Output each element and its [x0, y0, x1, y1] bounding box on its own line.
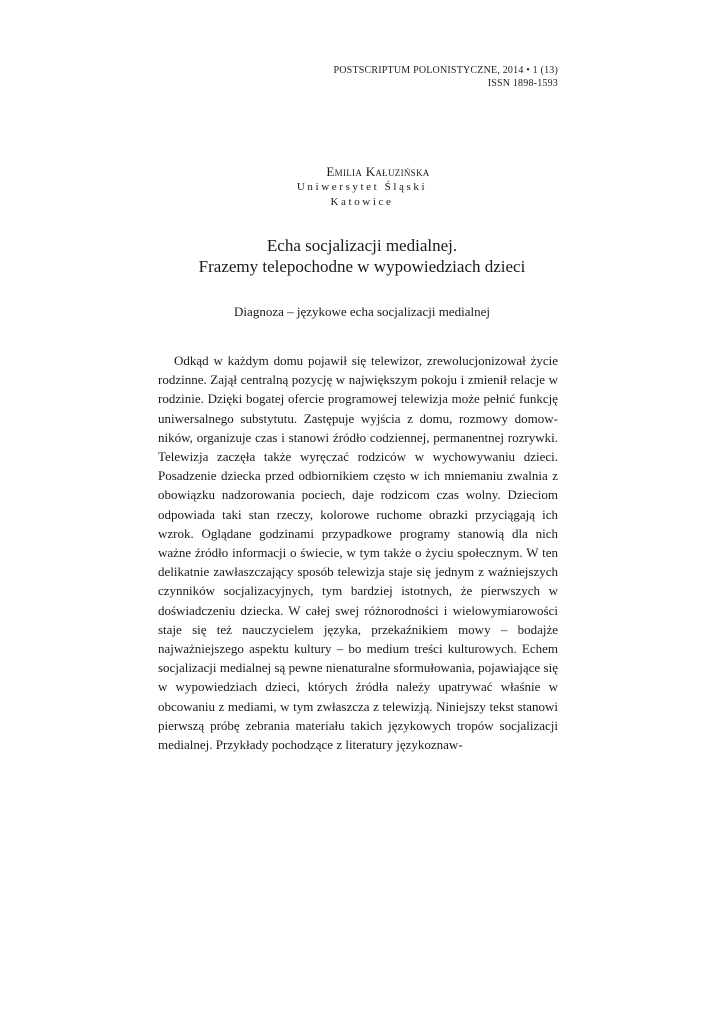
journal-issn: ISSN 1898-1593 [487, 78, 558, 89]
section-heading: Diagnoza – językowe echa socjalizacji medialnej [234, 304, 490, 319]
author-name: Emilia Kałuzińska [326, 164, 430, 179]
journal-citation: POSTSCRIPTUM POLONISTYCZNE, 2014 • 1 (13) [333, 65, 558, 76]
journal-header [334, 64, 559, 90]
author-city: Katowice [330, 196, 394, 208]
article-title-line2: Frazemy telepochodne w wypowiedziach dzieci [198, 257, 526, 276]
article-title-line1: Echa socjalizacji medialnej. [266, 236, 458, 255]
paragraph: Odkąd w każdym domu pojawił się telewizor, zrewolucjonizował życie rodzinne. Zajął centralną pozycję w największym pokoju i zmienił relacje w rodzinie. Dzięki bogatej ofercie programowej telewizja może pełnić funkcję uniwersalnego substytutu. Zastępuje wyjścia z domu, rozmowy domowników, organizuje czas i stanowi źródło codziennej, permanentnej rozrywki. Telewizja zaczęła także wyręczać rodziców w wychowywaniu dzieci. Posadzenie dziecka przed odbiornikiem często w ich mniemaniu zwalnia z obowiązku nadzorowania pociech, daje rodzicom czas wolny. Dzieciom odpowiada taki stan rzeczy, kolorowe ruchome obrazki przyciągają ich wzrok. Oglądane godzinami przypadkowe programy stanowią dla nich ważne źródło informacji o świecie, w tym także o życiu społecznym. W ten delikatnie zawłaszczający sposób telewizja staje się jednym z ważniejszych czynników socjalizacyjnych, tym bardziej istotnych, że pierwszych w doświadczeniu dziecka. W całej swej różnorodności i wielowymiarowości staje się też nauczycielem języka, przekaźnikiem mowy – bodajże najważniejszego aspektu kultury – bo medium treści kulturowych. Echem socjalizacji medialnej są pewne nienaturalne sformułowania, pojawiające się w wypowiedziach dzieci, których źródła należy upatrywać właśnie w obcowaniu z mediami, w tym zwłaszcza z telewizją. Niniejszy tekst stanowi pierwszą próbę zebrania materiału takich językowych tropów socjalizacji medialnej. Przykłady pochodzące z literatury językoznaw- [158, 353, 558, 753]
body-text [158, 351, 558, 754]
author-block [0, 163, 724, 210]
author-university: Uniwersytet Śląski [296, 181, 428, 193]
article-title [0, 235, 724, 277]
